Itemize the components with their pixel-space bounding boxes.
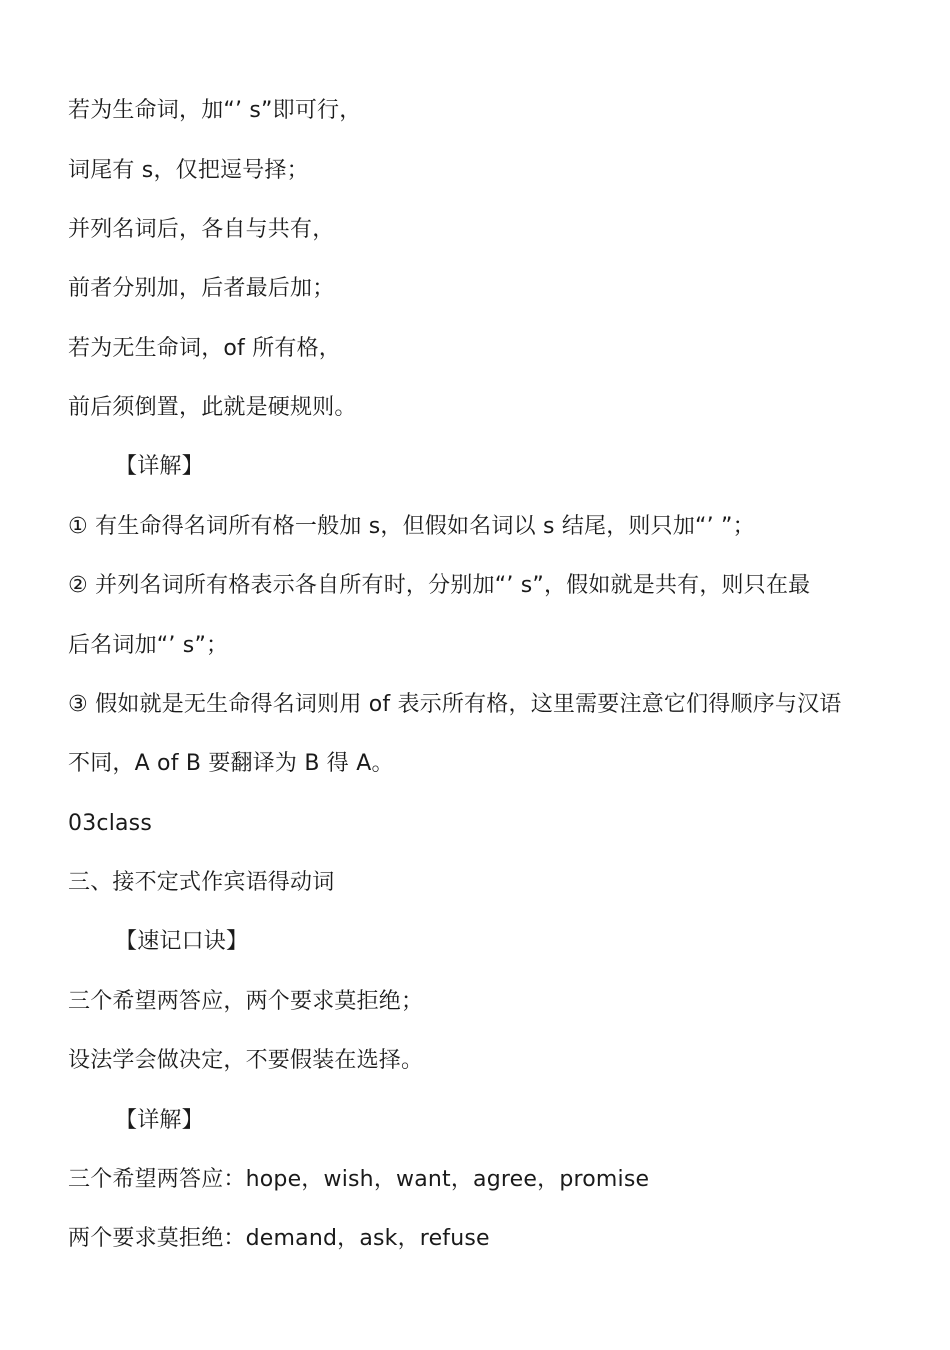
detail-2-line-1: 三个希望两答应：hope，wish，want，agree，promise bbox=[68, 1167, 650, 1192]
detail-heading-1: 【详解】 bbox=[115, 454, 204, 479]
verse-line-4: 前者分别加，后者最后加； bbox=[68, 276, 335, 301]
detail-1-line-2: ② 并列名词所有格表示各自所有时，分别加“’ s”，假如就是共有，则只在最 bbox=[68, 573, 811, 598]
verse-line-1: 若为生命词，加“’ s”即可行， bbox=[68, 98, 362, 123]
detail-2-line-2: 两个要求莫拒绝：demand，ask，refuse bbox=[68, 1226, 490, 1251]
section-title: 三、接不定式作宾语得动词 bbox=[68, 870, 335, 895]
verse-line-3: 并列名词后，各自与共有， bbox=[68, 217, 335, 242]
detail-1-line-3: 后名词加“’ s”； bbox=[68, 633, 229, 658]
verse-line-6: 前后须倒置，此就是硬规则。 bbox=[68, 395, 357, 420]
detail-1-line-1: ① 有生命得名词所有格一般加 s，但假如名词以 s 结尾，则只加“’ ”； bbox=[68, 514, 755, 539]
detail-1-line-5: 不同，A of B 要翻译为 B 得 A。 bbox=[68, 751, 394, 776]
class-label: 03class bbox=[68, 811, 153, 836]
mnemonic-line-2: 设法学会做决定，不要假装在选择。 bbox=[68, 1048, 424, 1073]
verse-line-5: 若为无生命词，of 所有格， bbox=[68, 336, 341, 361]
mnemonic-line-1: 三个希望两答应，两个要求莫拒绝； bbox=[68, 989, 424, 1014]
mnemonic-heading: 【速记口诀】 bbox=[115, 929, 249, 954]
detail-1-line-4: ③ 假如就是无生命得名词则用 of 表示所有格，这里需要注意它们得顺序与汉语 bbox=[68, 692, 842, 717]
detail-heading-2: 【详解】 bbox=[115, 1108, 204, 1133]
verse-line-2: 词尾有 s，仅把逗号择； bbox=[68, 158, 309, 183]
